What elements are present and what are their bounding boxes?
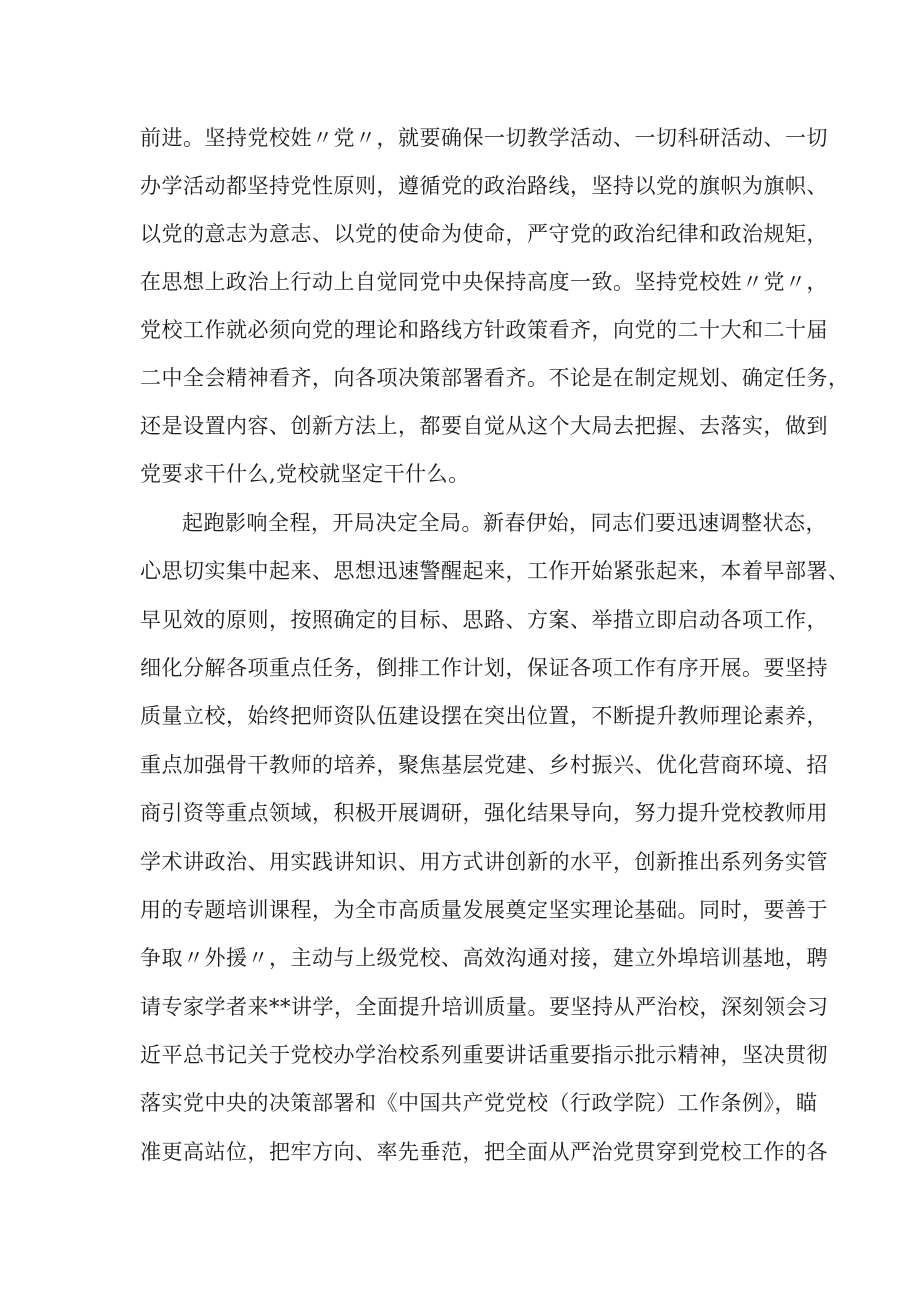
text-line: 细化分解各项重点任务，倒排工作计划，保证各项工作有序开展。要坚持 <box>140 656 828 680</box>
text-line: 前进。坚持党校姓〃党〃，就要确保一切教学活动、一切科研活动、一切 <box>140 126 828 150</box>
text-line: 学术讲政治、用实践讲知识、用方式讲创新的水平，创新推出系列务实管 <box>140 850 828 874</box>
text-line: 用的专题培训课程，为全市高质量发展奠定坚实理论基础。同时，要善于 <box>140 898 828 922</box>
text-line: 请专家学者来**讲学，全面提升培训质量。要坚持从严治校，深刻领会习 <box>140 995 829 1019</box>
text-line: 质量立校，始终把师资队伍建设摆在突出位置，不断提升教师理论素养， <box>140 704 828 728</box>
text-line: 争取〃外援〃，主动与上级党校、高效沟通对接，建立外埠培训基地，聘 <box>140 946 828 970</box>
text-line: 以党的意志为意志、以党的使命为使命，严守党的政治纪律和政治规矩， <box>140 222 828 246</box>
text-line: 商引资等重点领域，积极开展调研，强化结果导向，努力提升党校教师用 <box>140 801 828 825</box>
text-line: 在思想上政治上行动上自觉同党中央保持高度一致。坚持党校姓〃党〃， <box>140 270 828 294</box>
text-line: 早见效的原则，按照确定的目标、思路、方案、举措立即启动各项工作， <box>140 608 828 632</box>
text-line: 还是设置内容、创新方法上，都要自觉从这个大局去把握、去落实，做到 <box>140 414 828 438</box>
text-line: 准更高站位，把牢方向、率先垂范，把全面从严治党贯穿到党校工作的各 <box>140 1140 828 1164</box>
text-line: 心思切实集中起来、思想迅速警醒起来，工作开始紧张起来，本着早部署、 <box>140 559 850 583</box>
text-line: 党校工作就必须向党的理论和路线方针政策看齐，向党的二十大和二十届 <box>140 318 828 342</box>
text-line: 党要求干什么,党校就坚定干什么。 <box>140 462 470 486</box>
text-line: 近平总书记关于党校办学治校系列重要讲话重要指示批示精神，坚决贯彻 <box>140 1043 828 1067</box>
text-line: 重点加强骨干教师的培养，聚焦基层党建、乡村振兴、优化营商环境、招 <box>140 753 828 777</box>
text-line: 办学活动都坚持党性原则，遵循党的政治路线，坚持以党的旗帜为旗帜、 <box>140 174 828 198</box>
text-line: 落实党中央的决策部署和《中国共产党党校（行政学院）工作条例》，瞄 <box>140 1091 818 1115</box>
text-line: 二中全会精神看齐，向各项决策部署看齐。不论是在制定规划、确定任务， <box>140 366 850 390</box>
paragraph-first-line: 起跑影响全程，开局决定全局。新春伊始，同志们要迅速调整状态， <box>182 511 827 535</box>
